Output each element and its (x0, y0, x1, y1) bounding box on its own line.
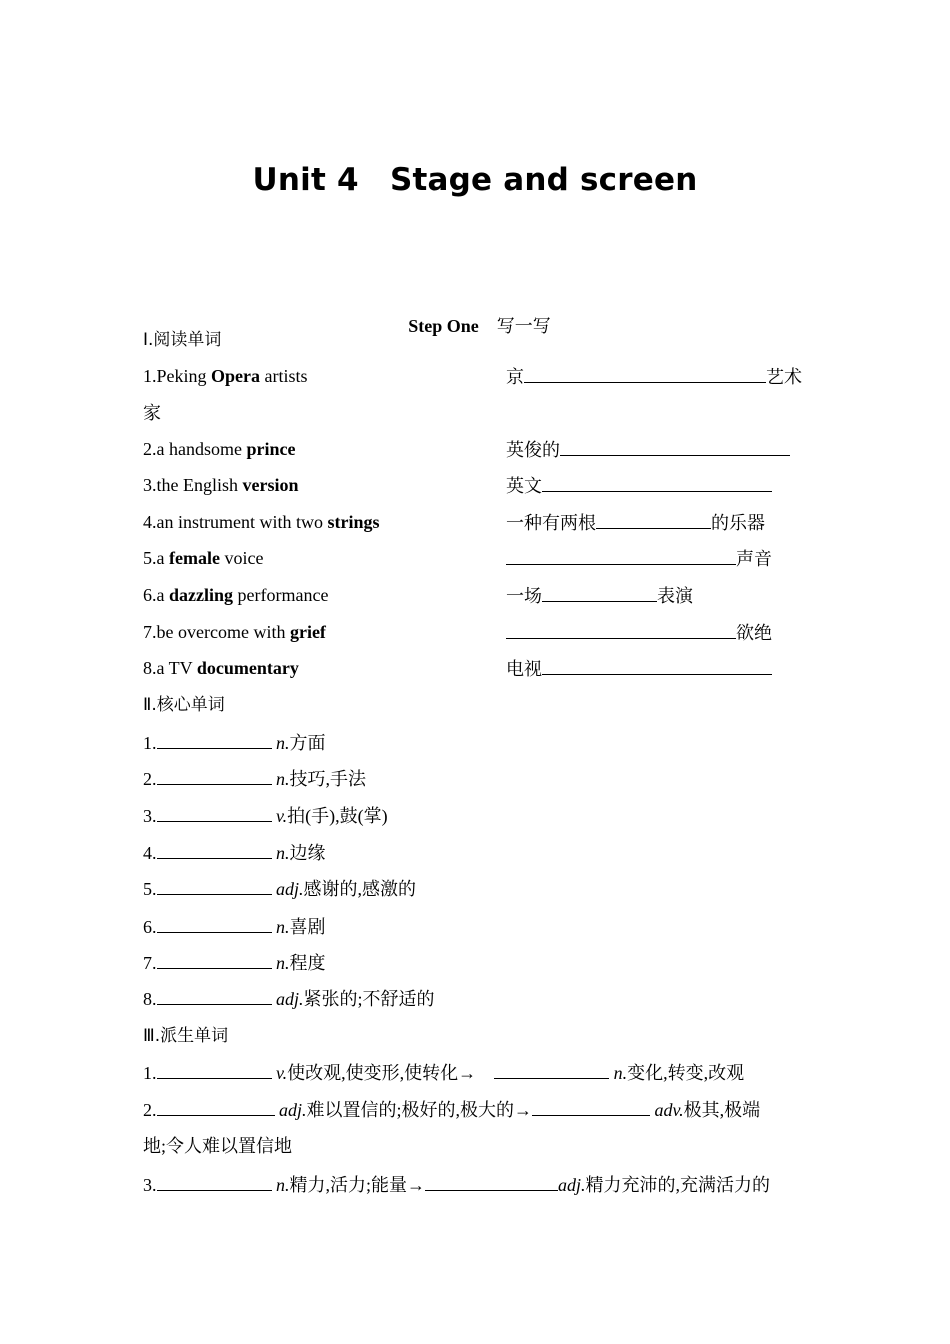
section-3-heading: Ⅲ.派生单词 (143, 1026, 229, 1046)
answer-blank[interactable] (560, 437, 790, 456)
reading-item-2: 2.a handsome prince (143, 439, 296, 459)
core-word-item-8: 8. adj.紧张的;不舒适的 (143, 986, 435, 1011)
answer-blank[interactable] (157, 986, 272, 1005)
derived-word-item-3: 3. n.精力,活力;能量→ adj.精力充沛的,充满活力的 (143, 1172, 770, 1197)
answer-blank[interactable] (157, 766, 272, 785)
derived-word-item-2-wrap: 地;令人难以置信地 (143, 1136, 293, 1156)
reading-item-5: 5.a female voice (143, 548, 264, 568)
reading-item-7: 7.be overcome with grief (143, 622, 326, 642)
reading-answer-8: 电视 (506, 656, 772, 681)
section-1-heading: Ⅰ.阅读单词 (143, 330, 222, 350)
reading-item-1: 1.Peking Opera artists (143, 366, 308, 386)
reading-answer-7: 欲绝 (506, 620, 772, 645)
core-word-item-5: 5. adj.感谢的,感激的 (143, 876, 416, 901)
core-word-item-2: 2. n.技巧,手法 (143, 766, 366, 791)
derived-word-item-2: 2. adj.难以置信的;极好的,极大的→ adv.极其,极端 (143, 1097, 760, 1122)
answer-blank[interactable] (542, 473, 772, 492)
answer-blank[interactable] (425, 1172, 558, 1191)
page-title: Unit 4 Stage and screen (252, 162, 698, 198)
reading-item-8: 8.a TV documentary (143, 658, 299, 678)
reading-answer-5: 声音 (506, 546, 772, 571)
core-word-item-4: 4. n.边缘 (143, 840, 326, 865)
answer-blank[interactable] (157, 803, 272, 822)
answer-blank[interactable] (157, 876, 272, 895)
reading-answer-1-wrap: 家 (143, 403, 161, 423)
answer-blank[interactable] (524, 364, 766, 383)
answer-blank[interactable] (157, 840, 272, 859)
reading-answer-4: 一种有两根 的乐器 (506, 510, 765, 535)
core-word-item-3: 3. v.拍(手),鼓(掌) (143, 803, 388, 828)
answer-blank[interactable] (157, 914, 272, 933)
reading-item-3: 3.the English version (143, 475, 299, 495)
core-word-item-1: 1. n.方面 (143, 730, 326, 755)
arrow-icon: → (458, 1063, 477, 1083)
reading-item-6: 6.a dazzling performance (143, 585, 329, 605)
reading-item-4: 4.an instrument with two strings (143, 512, 380, 532)
answer-blank[interactable] (157, 1097, 275, 1116)
reading-answer-1: 京 艺术 (506, 364, 802, 389)
answer-blank[interactable] (506, 546, 736, 565)
answer-blank[interactable] (157, 730, 272, 749)
section-2-heading: Ⅱ.核心单词 (143, 695, 225, 715)
answer-blank[interactable] (157, 1060, 272, 1079)
answer-blank[interactable] (542, 583, 657, 602)
reading-answer-6: 一场 表演 (506, 583, 693, 608)
answer-blank[interactable] (532, 1097, 650, 1116)
answer-blank[interactable] (494, 1060, 609, 1079)
arrow-icon: → (407, 1175, 426, 1195)
core-word-item-6: 6. n.喜剧 (143, 914, 326, 939)
core-word-item-7: 7. n.程度 (143, 950, 326, 975)
reading-answer-2: 英俊的 (506, 437, 790, 462)
arrow-icon: → (514, 1100, 533, 1120)
step-heading-cn: 写一写 (496, 316, 551, 336)
answer-blank[interactable] (506, 620, 736, 639)
answer-blank[interactable] (596, 510, 711, 529)
reading-answer-3: 英文 (506, 473, 772, 498)
answer-blank[interactable] (157, 950, 272, 969)
answer-blank[interactable] (157, 1172, 272, 1191)
answer-blank[interactable] (542, 656, 772, 675)
step-heading-en: Step One (408, 316, 479, 336)
derived-word-item-1: 1. v.使改观,使变形,使转化→ n.变化,转变,改观 (143, 1060, 744, 1085)
